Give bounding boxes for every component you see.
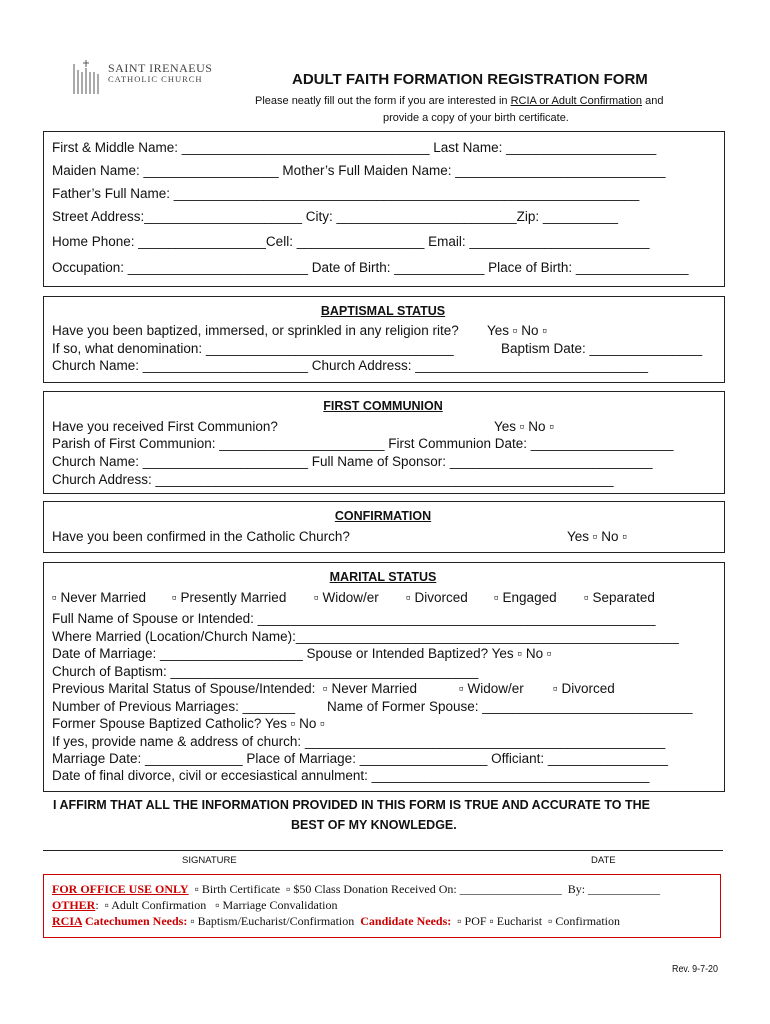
catechumen-needs-label: Catechumen Needs: xyxy=(82,914,188,928)
other-title: OTHER xyxy=(52,898,96,912)
rcia-title: RCIA xyxy=(52,914,83,928)
address-line[interactable]: Street Address:_____________________ City: ________________________Zip: __________ xyxy=(52,209,618,224)
catechumen-options[interactable]: ▫ Baptism/Eucharist/Confirmation xyxy=(187,914,361,928)
logo-subtitle: CATHOLIC CHURCH xyxy=(108,74,203,84)
church-logo xyxy=(70,58,240,98)
revision-label: Rev. 9-7-20 xyxy=(672,964,719,975)
signature-line[interactable] xyxy=(43,850,723,851)
former-spouse-line[interactable]: Name of Former Spouse: ____________________________ xyxy=(327,699,693,714)
confirmation-question: Have you been confirmed in the Catholic Church? xyxy=(52,529,350,544)
instructions-line-2: provide a copy of your birth certificate. xyxy=(383,112,569,124)
spouse-name-line[interactable]: Full Name of Spouse or Intended: _____________________________________________________ xyxy=(52,611,656,626)
baptism-date-line[interactable]: Baptism Date: _______________ xyxy=(501,341,703,356)
church-of-baptism-line[interactable]: Church of Baptism: _________________________________________ xyxy=(52,664,479,679)
widower-option[interactable]: ▫ Widow/er xyxy=(314,590,379,605)
form-title: ADULT FAITH FORMATION REGISTRATION FORM xyxy=(292,71,648,88)
communion-checkboxes[interactable]: Yes ▫ No ▫ xyxy=(494,419,555,434)
baptismal-heading: BAPTISMAL STATUS xyxy=(320,304,446,318)
communion-address-line[interactable]: Church Address: _____________________________________________________________ xyxy=(52,472,614,487)
confirmation-heading: CONFIRMATION xyxy=(334,509,432,523)
where-married-line[interactable]: Where Married (Location/Church Name):___________________________________________________ xyxy=(52,629,679,644)
previous-widower-option[interactable]: ▫ Widow/er xyxy=(459,681,524,696)
signature-label: SIGNATURE xyxy=(182,855,237,866)
church-address-line[interactable]: If yes, provide name & address of church: ________________________________________________ xyxy=(52,734,666,749)
never-married-option[interactable]: ▫ Never Married xyxy=(52,590,147,605)
instructions-text: Please neatly fill out the form if you are interested in xyxy=(255,95,511,107)
phone-line[interactable]: Home Phone: _________________Cell: _________________ Email: ________________________ xyxy=(52,234,650,249)
candidate-options[interactable]: ▫ POF ▫ Eucharist ▫ Confirmation xyxy=(451,914,621,928)
communion-heading: FIRST COMMUNION xyxy=(323,399,443,413)
baptized-checkboxes[interactable]: Yes ▫ No ▫ xyxy=(487,323,548,338)
marital-heading: MARITAL STATUS xyxy=(329,570,437,584)
church-building-icon xyxy=(70,58,102,96)
office-use-line-3 xyxy=(52,914,620,929)
affirmation-line-1: I AFFIRM THAT ALL THE INFORMATION PROVIDED IN THIS FORM IS TRUE AND ACCURATE TO THE xyxy=(53,798,650,812)
office-use-fields[interactable]: ▫ Birth Certificate ▫ $50 Class Donation Received On: _________________ By: ____________ xyxy=(188,882,661,896)
divorced-option[interactable]: ▫ Divorced xyxy=(406,590,468,605)
candidate-needs-label: Candidate Needs: xyxy=(360,914,452,928)
name-line[interactable]: First & Middle Name: _________________________________ Last Name: ____________________ xyxy=(52,140,657,155)
presently-married-option[interactable]: ▫ Presently Married xyxy=(172,590,287,605)
instructions-text-end: and xyxy=(642,95,664,107)
other-options[interactable]: : ▫ Adult Confirmation ▫ Marriage Convalidation xyxy=(95,898,338,912)
office-use-line-1 xyxy=(52,882,660,897)
marriage-date-line[interactable]: Date of Marriage: ___________________ Spouse or Intended Baptized? Yes ▫ No ▫ xyxy=(52,646,552,661)
previous-status-line[interactable]: Previous Marital Status of Spouse/Intended: ▫ Never Married xyxy=(52,681,417,696)
logo-name: SAINT IRENAEUS xyxy=(108,61,213,75)
separated-option[interactable]: ▫ Separated xyxy=(584,590,655,605)
instructions-line-1 xyxy=(255,95,663,107)
maiden-name-line[interactable]: Maiden Name: __________________ Mother’s Full Maiden Name: ____________________________ xyxy=(52,163,666,178)
occupation-line[interactable]: Occupation: ________________________ Date of Birth: ____________ Place of Birth: _______________ xyxy=(52,260,689,275)
communion-parish-line[interactable]: Parish of First Communion: ______________________ First Communion Date: ___________________ xyxy=(52,436,674,451)
baptized-question: Have you been baptized, immersed, or sprinkled in any religion rite? xyxy=(52,323,459,338)
marriage-details-line[interactable]: Marriage Date: _____________ Place of Marriage: _________________ Officiant: ________________ xyxy=(52,751,668,766)
affirmation-line-2: BEST OF MY KNOWLEDGE. xyxy=(291,818,457,832)
office-use-line-2 xyxy=(52,898,337,913)
engaged-option[interactable]: ▫ Engaged xyxy=(494,590,557,605)
communion-church-line[interactable]: Church Name: ______________________ Full Name of Sponsor: ___________________________ xyxy=(52,454,653,469)
father-name-line[interactable]: Father’s Full Name: ______________________________________________________________ xyxy=(52,186,640,201)
date-label: DATE xyxy=(591,855,616,866)
communion-question: Have you received First Communion? xyxy=(52,419,278,434)
previous-marriages-line[interactable]: Number of Previous Marriages: _______ xyxy=(52,699,296,714)
confirmation-checkboxes[interactable]: Yes ▫ No ▫ xyxy=(567,529,628,544)
former-spouse-baptized-line[interactable]: Former Spouse Baptized Catholic? Yes ▫ No ▫ xyxy=(52,716,325,731)
office-use-title: FOR OFFICE USE ONLY xyxy=(52,882,189,896)
divorce-date-line[interactable]: Date of final divorce, civil or eccesiastical annulment: _____________________________________ xyxy=(52,768,650,783)
previous-divorced-option[interactable]: ▫ Divorced xyxy=(553,681,615,696)
rcia-link[interactable]: RCIA or Adult Confirmation xyxy=(510,95,643,107)
baptism-church-line[interactable]: Church Name: ______________________ Church Address: _______________________________ xyxy=(52,358,649,373)
denomination-line[interactable]: If so, what denomination: _________________________________ xyxy=(52,341,454,356)
